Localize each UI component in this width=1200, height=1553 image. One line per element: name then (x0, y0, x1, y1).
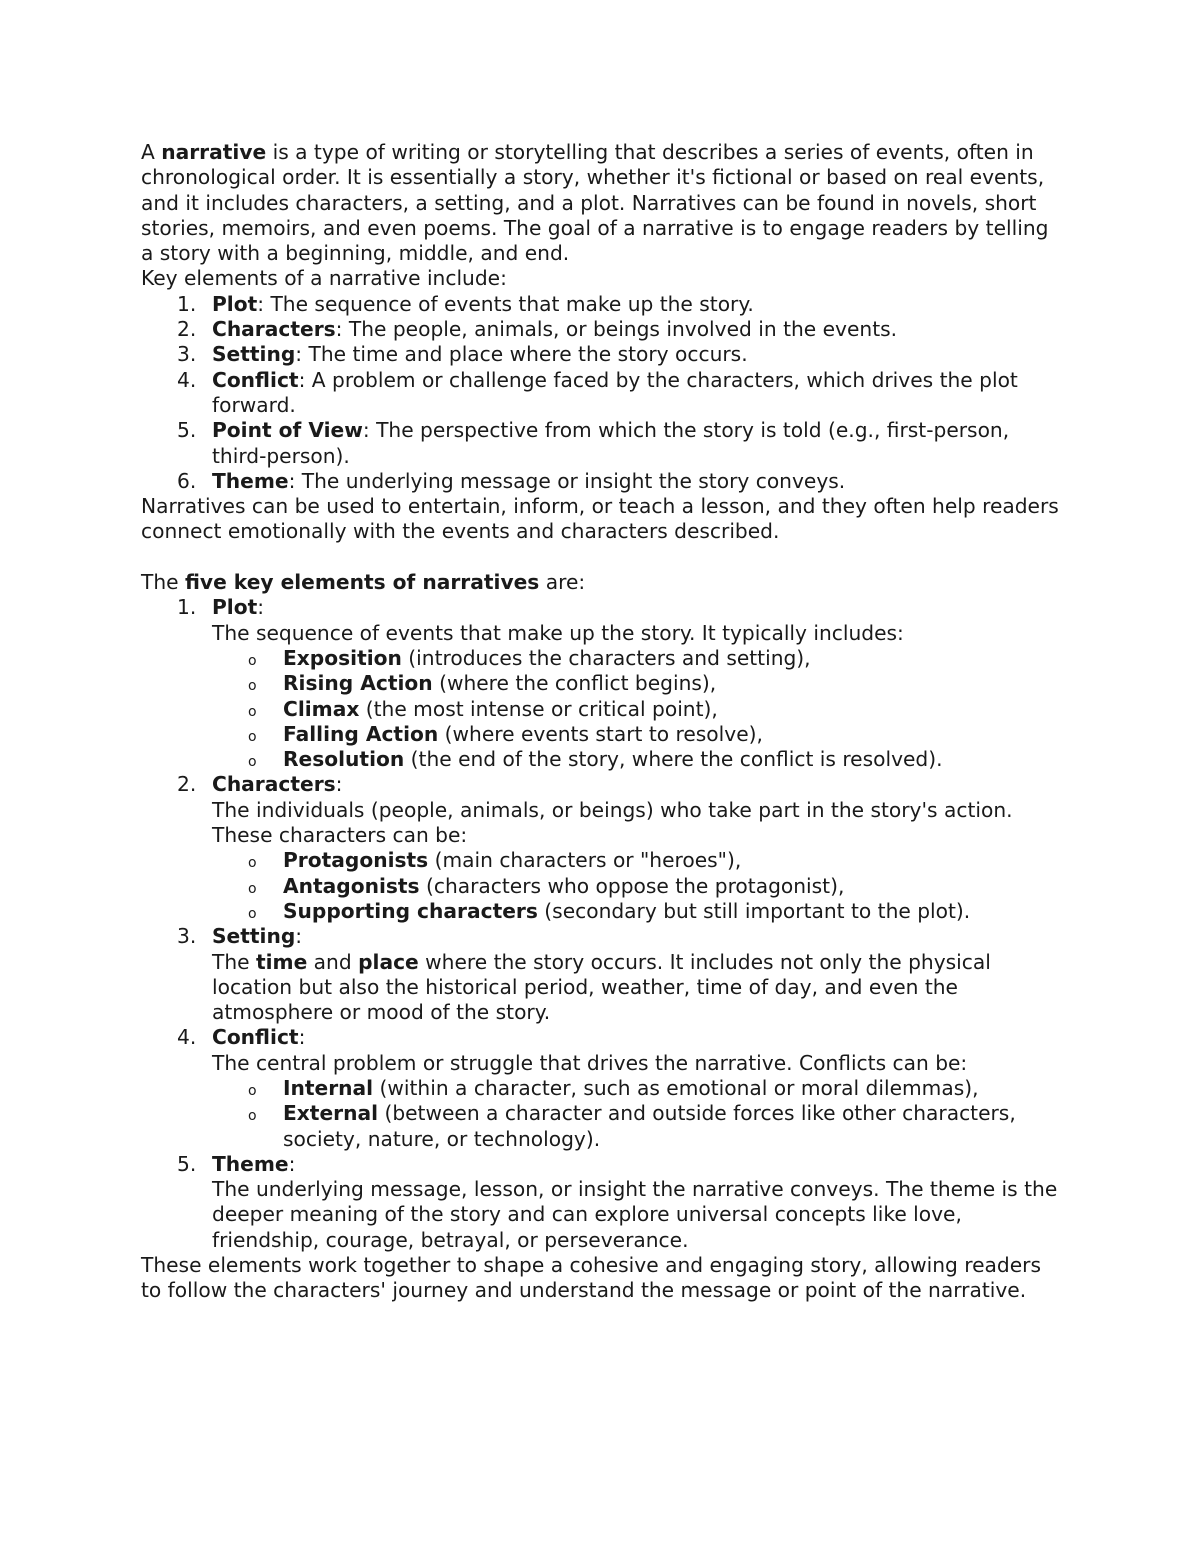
conflict-sublist (212, 1076, 1061, 1152)
list-item: o Climax (the most intense or critical point), (248, 696, 718, 721)
list-item: 4. Conflict: A problem or challenge faced by the characters, which drives the plot forward. (177, 367, 1018, 417)
list-item: o Internal (within a character, such as emotional or moral dilemmas), (248, 1075, 979, 1100)
list-item: o Rising Action (where the conflict begins), (248, 671, 717, 696)
key-elements-list (141, 292, 1061, 494)
element-description: The central problem or struggle that drives the narrative. Conflicts can be: (212, 1050, 968, 1075)
list-item: o Resolution (the end of the story, where the conflict is resolved). (248, 747, 943, 772)
element-description: The individuals (people, animals, or beings) who take part in the story's action. These characters can be: (212, 797, 1013, 848)
list-item: o External (between a character and outside forces like other characters, society, nature, or technology). (248, 1101, 1016, 1151)
list-item: 2. Characters: The people, animals, or beings involved in the events. (177, 317, 898, 342)
list-item: 3. Setting: The time and place where the story occurs. (177, 342, 748, 367)
element-description: The sequence of events that make up the story. It typically includes: (212, 620, 904, 645)
summary-paragraph: Narratives can be used to entertain, inform, or teach a lesson, and they often help readers connect emotionally with the events and characters described. (141, 494, 1059, 544)
closing-paragraph: These elements work together to shape a cohesive and engaging story, allowing readers to follow the characters' journey and understand the message or point of the narrative. (141, 1253, 1041, 1303)
list-item: o Antagonists (characters who oppose the protagonist), (248, 873, 845, 898)
intro-paragraph: A narrative is a type of writing or storytelling that describes a series of events, often in chronological order. It is essentially a story, whether it's fictional or based on real events, and it includes characters, a setting, and a plot. Narratives can be found in novels, short stories, memoirs, and even poems. The goal of a narrative is to engage readers by telling a story with a beginning, middle, and end. (141, 140, 1049, 266)
element-conflict: 4. Conflict: The central problem or struggle that drives the narrative. Conflicts can be: o Internal (within a character, such as emotional or moral dilemmas), o External (between a character and outside forces like other characters, society, nature, or technology). (141, 1025, 1061, 1151)
element-theme: 5. Theme: The underlying message, lesson, or insight the narrative conveys. The theme is the deeper meaning of the story and can explore universal concepts like love, friendship, courage, betrayal, or perseverance. (141, 1152, 1061, 1253)
five-elements-list (141, 595, 1061, 1253)
document-page (141, 140, 1061, 1304)
plot-sublist (212, 646, 1061, 772)
list-item: 6. Theme: The underlying message or insight the story conveys. (177, 468, 846, 493)
element-characters: 2. Characters: The individuals (people, animals, or beings) who take part in the story's action. These characters can be: o Protagonists (main characters or "heroes"), o Antagonists (characters who oppose the protagonist), o Supporting characters (secondary but still important to the plot). (141, 772, 1061, 924)
intro-term: narrative (161, 140, 267, 164)
element-setting: 3. Setting: The time and place where the story occurs. It includes not only the physical location but also the historical period, weather, time of day, and even the atmosphere or mood of the story. (141, 924, 1061, 1025)
list-item: o Supporting characters (secondary but still important to the plot). (248, 898, 971, 923)
list-item: 1. Plot: The sequence of events that make up the story. (177, 291, 754, 316)
list-item: 5. Point of View: The perspective from which the story is told (e.g., first-person, third-person). (177, 418, 1010, 468)
paragraph-spacer (141, 545, 1061, 570)
list-item: o Falling Action (where events start to resolve), (248, 721, 763, 746)
element-description: The underlying message, lesson, or insight the narrative conveys. The theme is the deeper meaning of the story and can explore universal concepts like love, friendship, courage, betrayal, or perseverance. (212, 1177, 1058, 1252)
list-item: o Protagonists (main characters or "heroes"), (248, 848, 742, 873)
characters-sublist (212, 848, 1061, 924)
five-elements-heading: The five key elements of narratives are: (141, 570, 586, 595)
key-elements-intro: Key elements of a narrative include: (141, 266, 507, 291)
list-item: o Exposition (introduces the characters and setting), (248, 645, 811, 670)
element-description: The time and place where the story occurs. It includes not only the physical location but also the historical period, weather, time of day, and even the atmosphere or mood of the story. (212, 949, 991, 1025)
element-plot: 1. Plot: The sequence of events that make up the story. It typically includes: o Exposition (introduces the characters and setting), o Rising Action (where the conflict begins), o Climax (the most intense or critical point), o Falling Action (where events start to resolve), o Resolution (the end of the story, where the conflict is resolved). (141, 595, 1061, 772)
